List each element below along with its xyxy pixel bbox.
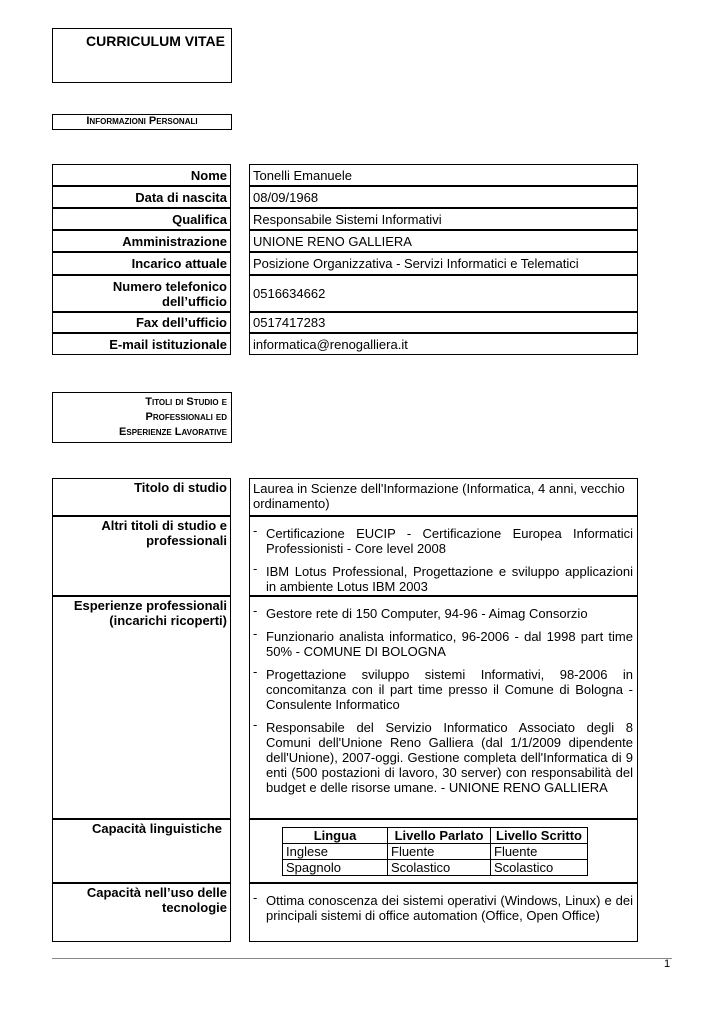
table-cell: Scolastico (388, 860, 491, 876)
dash-icon: - (253, 717, 258, 732)
list-item (253, 717, 633, 795)
value-nome: Tonelli Emanuele (249, 164, 638, 186)
value-telefono: 0516634662 (249, 275, 638, 312)
label-altri-titoli-text: Altri titoli di studio e professionali (101, 518, 227, 548)
label-esperienze-text: Esperienze professionali (incarichi ricoperti) (73, 598, 227, 628)
value-titolo-studio: Laurea in Scienze dell'Informazione (Informatica, 4 anni, vecchio ordinamento) (249, 478, 638, 516)
dash-icon: - (253, 664, 258, 679)
value-qualifica: Responsabile Sistemi Informativi (249, 208, 638, 230)
list-item (253, 603, 633, 621)
table-cell: Fluente (388, 844, 491, 860)
section-studies (52, 392, 232, 443)
page-title: CURRICULUM VITAE (86, 33, 225, 49)
language-table (282, 827, 588, 876)
dash-icon: - (253, 890, 258, 905)
table-cell: Spagnolo (283, 860, 388, 876)
dash-icon: - (253, 626, 258, 641)
list-altri-titoli (249, 516, 638, 596)
col-scritto: Livello Scritto (491, 828, 588, 844)
list-item (253, 561, 633, 594)
list-item (253, 664, 633, 712)
label-email: E-mail istituzionale (52, 333, 231, 355)
value-fax: 0517417283 (249, 312, 638, 333)
list-item-text: Responsabile del Servizio Informatico Associato degli 8 Comuni dell'Unione Reno Galliera (dal 1/1/2009 dipendente dell'Unione), 2007-oggi. Gestione completa dell'Informatica di 9 enti (500 postazioni di lavoro, 30 server) con responsabilità del budget e delle risorse umane. - UNIONE RENO GALLIERA (266, 720, 633, 795)
dash-icon: - (253, 603, 258, 618)
table-row (283, 860, 588, 876)
label-titolo-studio: Titolo di studio (52, 478, 231, 516)
footer-divider (52, 958, 672, 959)
value-data-nascita: 08/09/1968 (249, 186, 638, 208)
list-tecnologie (249, 883, 638, 942)
table-header-row (283, 828, 588, 844)
list-item (253, 626, 633, 659)
section-heading-line: Professionali ed (145, 411, 227, 423)
col-lingua: Lingua (283, 828, 388, 844)
list-item-text: Gestore rete di 150 Computer, 94-96 - Aimag Consorzio (266, 606, 588, 621)
section-heading-line: Titoli di Studio e (145, 396, 227, 408)
list-item (253, 890, 633, 923)
label-tecnologie (52, 883, 231, 942)
table-cell: Inglese (283, 844, 388, 860)
label-incarico: Incarico attuale (52, 252, 231, 275)
label-esperienze (52, 596, 231, 819)
label-amministrazione: Amministrazione (52, 230, 231, 252)
list-esperienze (249, 596, 638, 819)
dash-icon: - (253, 523, 258, 538)
section-personal-info (52, 114, 232, 130)
section-heading: Informazioni Personali (86, 115, 198, 127)
label-lingue: Capacità linguistiche (52, 819, 231, 883)
label-qualifica: Qualifica (52, 208, 231, 230)
page-number: 1 (664, 958, 671, 970)
col-parlato: Livello Parlato (388, 828, 491, 844)
label-telefono (52, 275, 231, 312)
list-item-text: Funzionario analista informatico, 96-2006 - dal 1998 part time 50% - COMUNE DI BOLOGNA (266, 629, 633, 659)
label-data-nascita: Data di nascita (52, 186, 231, 208)
dash-icon: - (253, 561, 258, 576)
value-email[interactable]: informatica@renogalliera.it (249, 333, 638, 355)
label-tecnologie-text: Capacità nell’uso delle tecnologie (86, 885, 227, 915)
value-incarico: Posizione Organizzativa - Servizi Informatici e Telematici (249, 252, 638, 275)
value-amministrazione: UNIONE RENO GALLIERA (249, 230, 638, 252)
list-item-text: Certificazione EUCIP - Certificazione Europea Informatici Professionisti - Core level 2008 (266, 526, 633, 556)
title-box (52, 28, 232, 83)
label-nome: Nome (52, 164, 231, 186)
list-item-text: Ottima conoscenza dei sistemi operativi (Windows, Linux) e dei principali sistemi di office automation (Office, Open Office) (266, 893, 633, 923)
section-heading-line: Esperienze Lavorative (119, 426, 227, 438)
table-row (283, 844, 588, 860)
list-item-text: IBM Lotus Professional, Progettazione e sviluppo applicazioni in ambiente Lotus IBM 2003 (266, 564, 633, 594)
label-altri-titoli (52, 516, 231, 596)
label-telefono-text: Numero telefonico dell’ufficio (112, 278, 227, 309)
list-item-text: Progettazione sviluppo sistemi Informativi, 98-2006 in concomitanza con il part time presso il Comune di Bologna - Consulente Informatico (266, 667, 633, 712)
table-cell: Scolastico (491, 860, 588, 876)
table-cell: Fluente (491, 844, 588, 860)
list-item (253, 523, 633, 556)
label-fax: Fax dell’ufficio (52, 312, 231, 333)
